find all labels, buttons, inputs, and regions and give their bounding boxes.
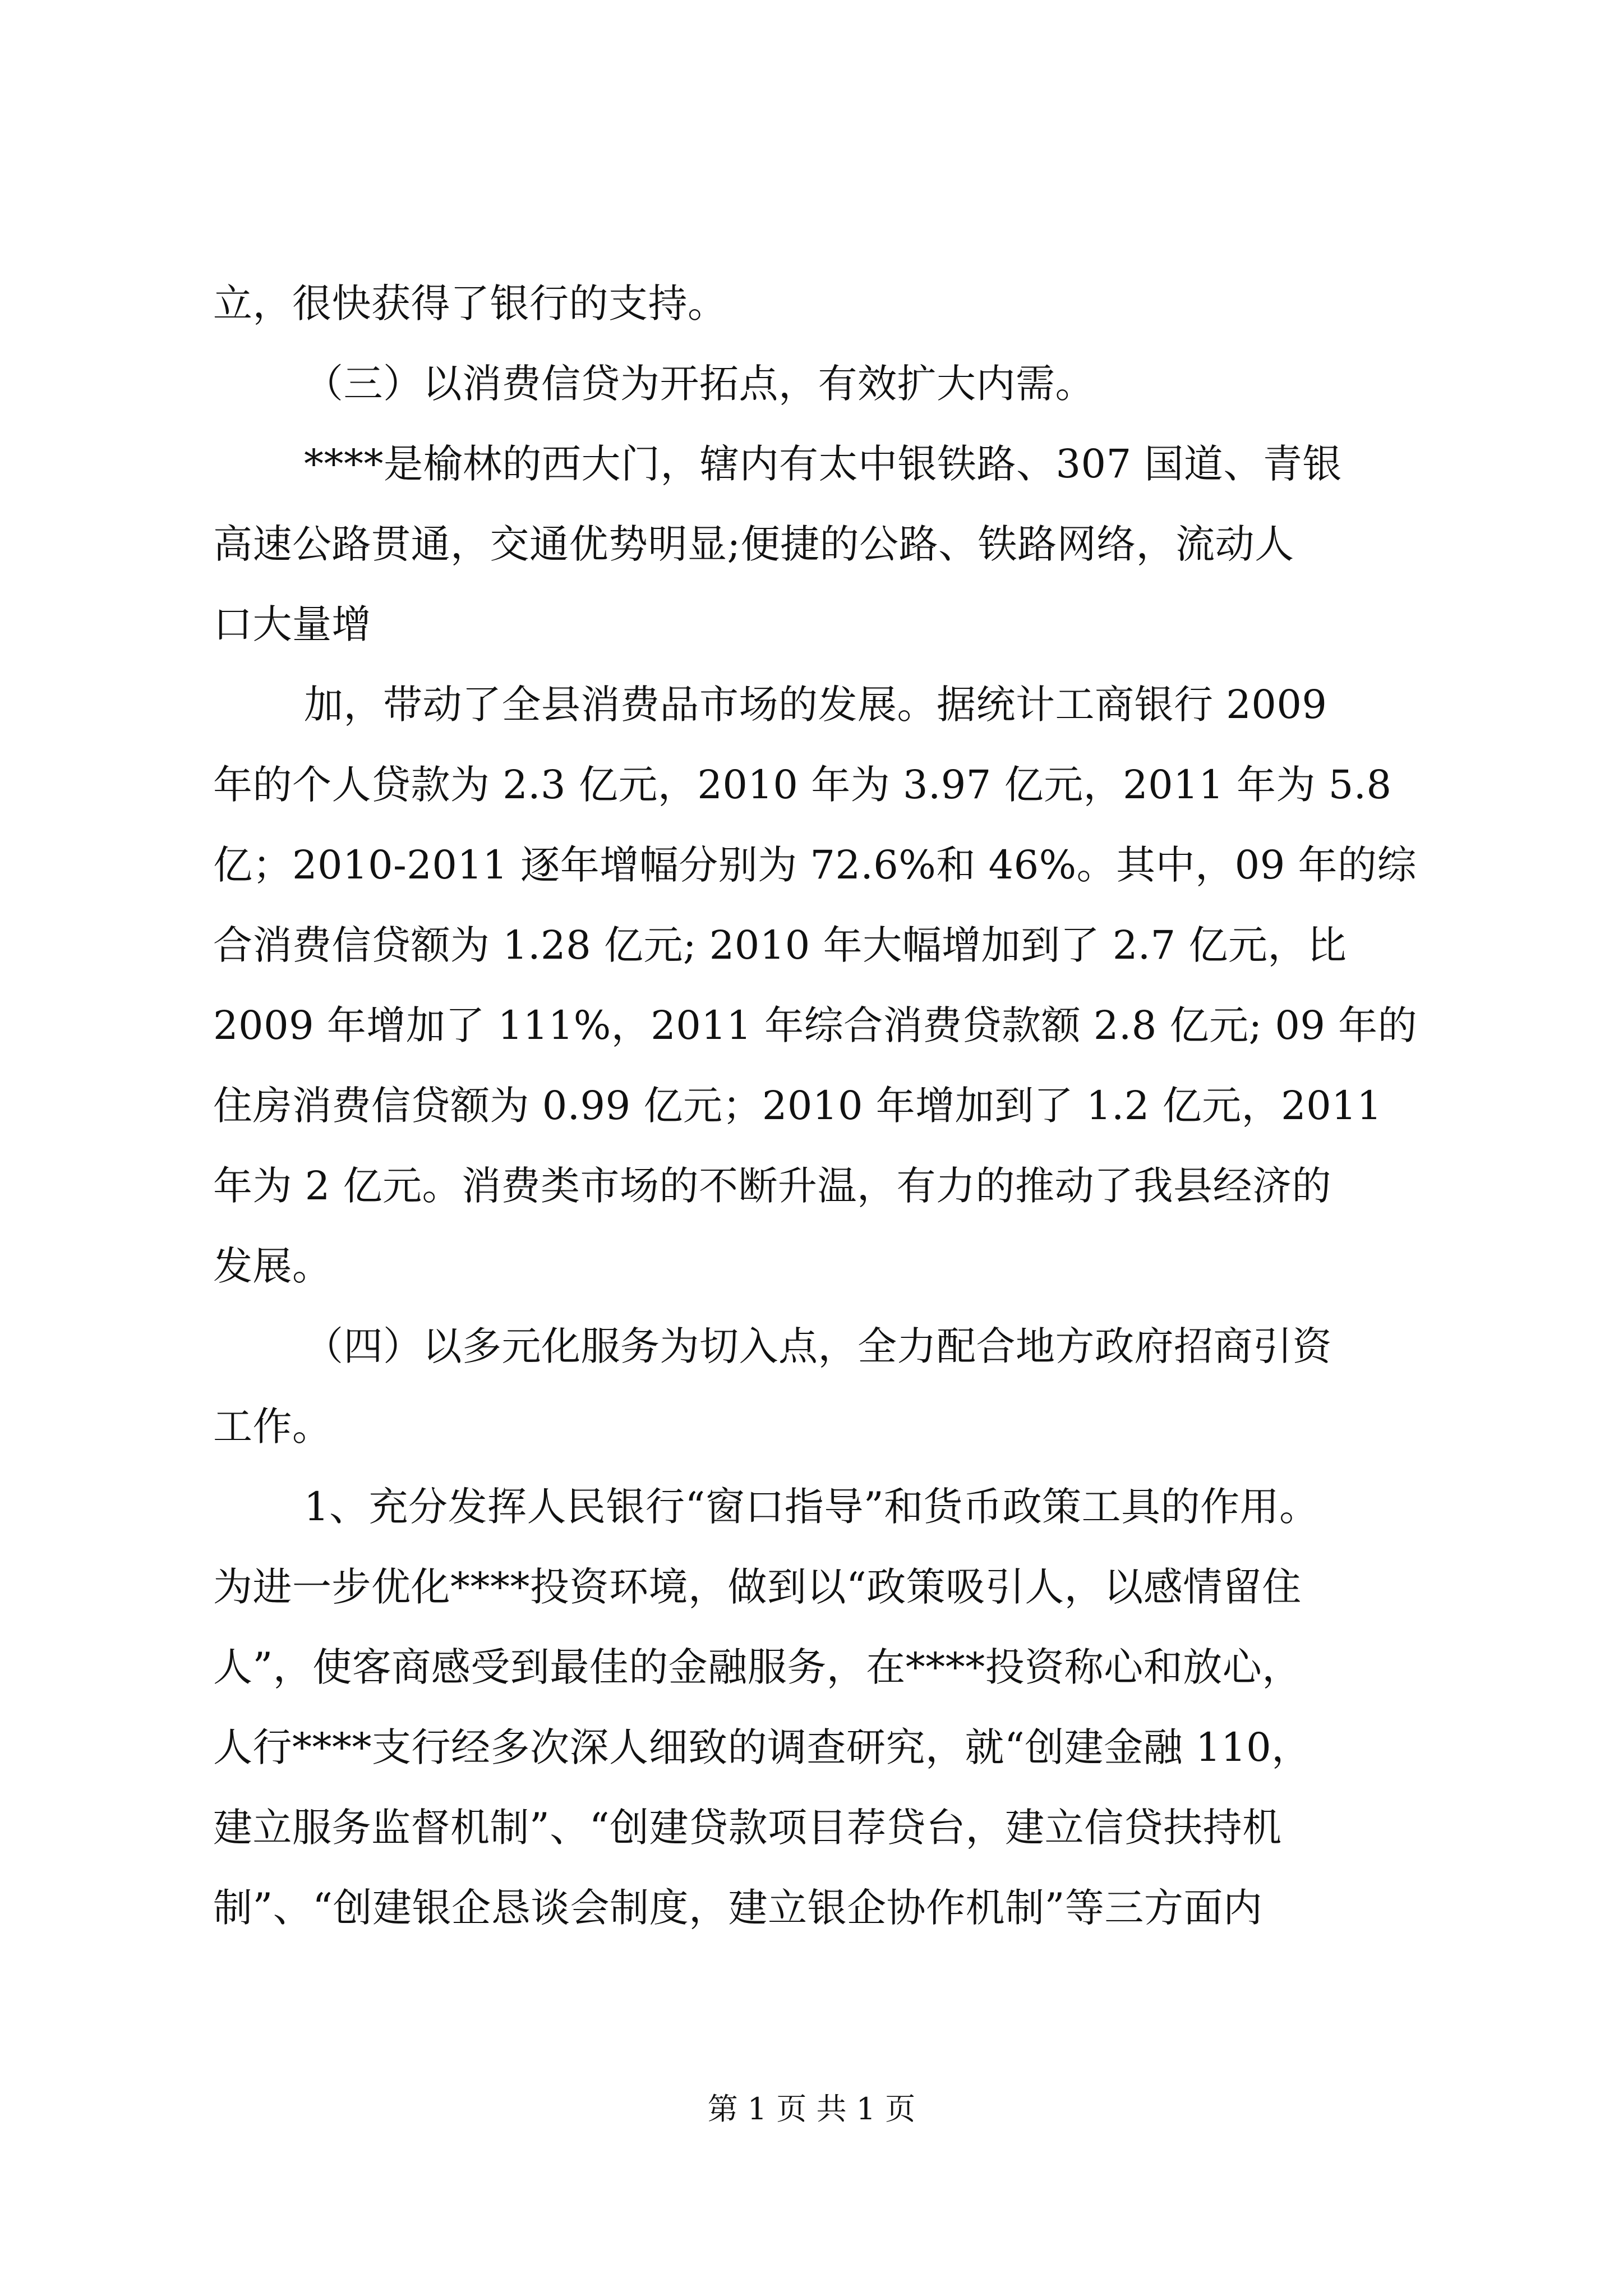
text-line: 住房消费信贷额为 0.99 亿元；2010 年增加到了 1.2 亿元，2011 xyxy=(213,1083,1382,1129)
text-line: 年的个人贷款为 2.3 亿元，2010 年为 3.97 亿元，2011 年为 5.8 xyxy=(213,762,1392,808)
text-line: 亿；2010-2011 逐年增幅分别为 72.6%和 46%。其中，09 年的综 xyxy=(213,842,1417,888)
document-body xyxy=(213,264,1424,1948)
text-line: 1、充分发挥人民银行“窗口指导”和货币政策工具的作用。 xyxy=(304,1484,1319,1530)
text-line: 工作。 xyxy=(213,1404,332,1450)
text-line: 立，很快获得了银行的支持。 xyxy=(213,280,727,326)
text-line: 人”，使客商感受到最佳的金融服务，在****投资称心和放心， xyxy=(213,1644,1302,1690)
text-line: 年为 2 亿元。消费类市场的不断升温，有力的推动了我县经济的 xyxy=(213,1163,1332,1209)
text-line: ****是榆林的西大门，辖内有太中银铁路、307 国道、青银 xyxy=(304,441,1342,487)
section-heading-4: （四）以多元化服务为切入点，全力配合地方政府招商引资 xyxy=(304,1323,1332,1369)
text-line: 人行****支行经多次深人细致的调查研究，就“创建金融 110， xyxy=(213,1724,1311,1770)
text-line: 为进一步优化****投资环境，做到以“政策吸引人，以感情留住 xyxy=(213,1564,1302,1610)
text-line: 加，带动了全县消费品市场的发展。据统计工商银行 2009 xyxy=(304,682,1327,728)
text-line: 制”、“创建银企恳谈会制度，建立银企协作机制”等三方面内 xyxy=(213,1885,1263,1931)
text-line: 发展。 xyxy=(213,1243,332,1289)
text-line: 合消费信贷额为 1.28 亿元; 2010 年大幅增加到了 2.7 亿元，比 xyxy=(213,922,1347,968)
text-line: 2009 年增加了 111%，2011 年综合消费贷款额 2.8 亿元; 09 年的 xyxy=(213,1002,1418,1048)
text-line: 口大量增 xyxy=(213,601,371,647)
page-number-footer: 第 1 页 共 1 页 xyxy=(707,2091,916,2127)
text-line: 建立服务监督机制”、“创建贷款项目荐贷台，建立信贷扶持机 xyxy=(213,1805,1282,1851)
text-line: 高速公路贯通，交通优势明显;便捷的公路、铁路网络，流动人 xyxy=(213,521,1294,567)
section-heading-3: （三）以消费信贷为开拓点，有效扩大内需。 xyxy=(304,361,1095,407)
